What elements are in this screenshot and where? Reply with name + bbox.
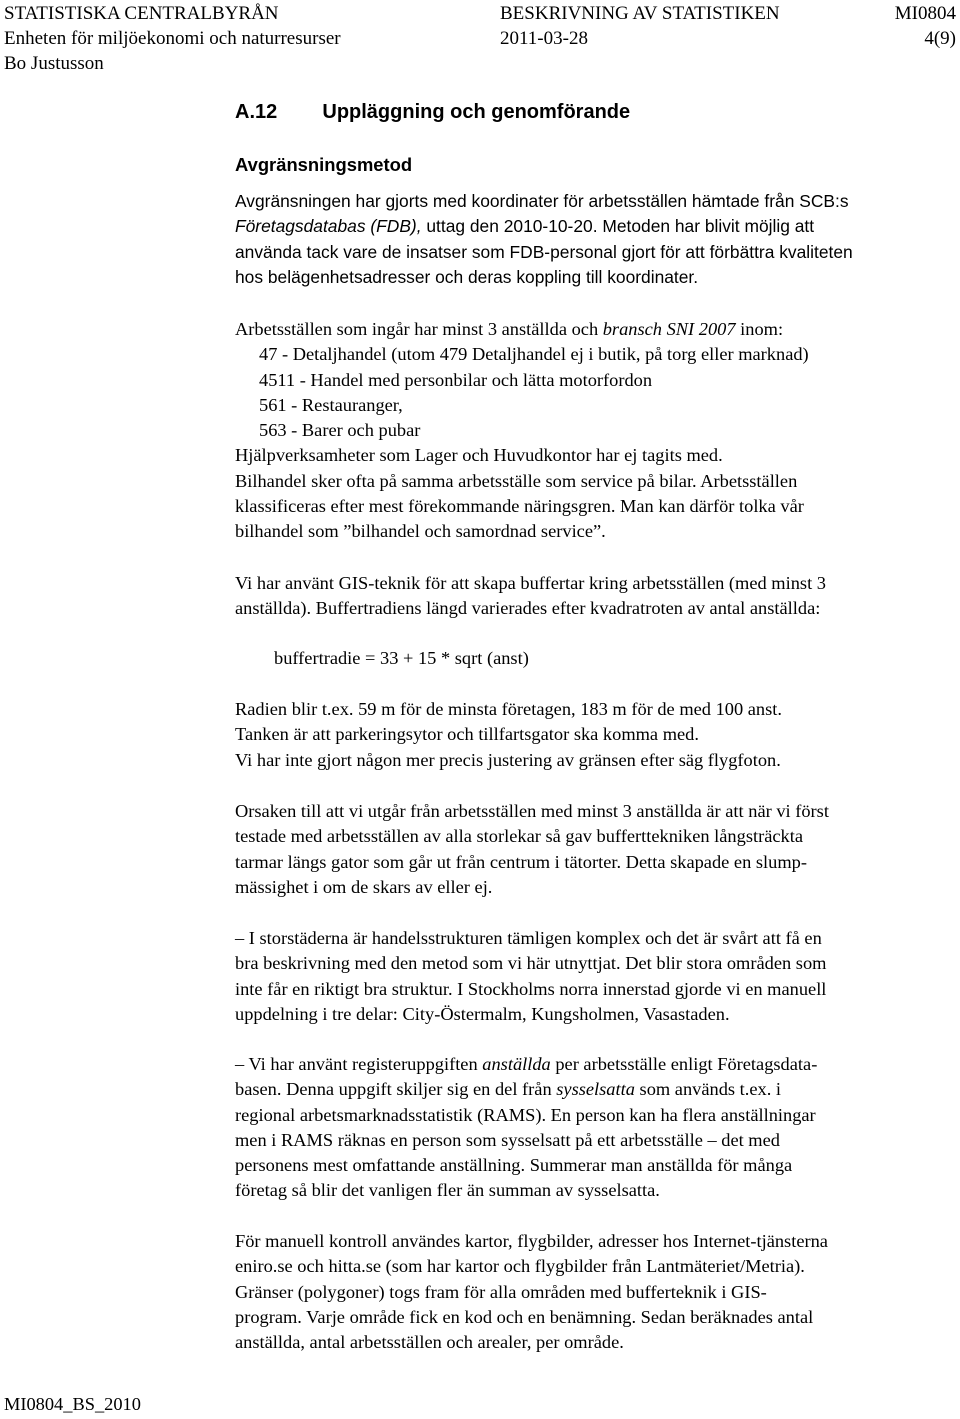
section-title: Uppläggning och genomförande: [322, 101, 631, 123]
paragraph-radius: [235, 697, 955, 773]
section-heading: [235, 101, 630, 124]
fdb-term: Företagsdatabas (FDB),: [235, 216, 422, 237]
text-line: regional arbetsmarknadsstatistik (RAMS). En person kan ha flera anställningar: [235, 1104, 816, 1125]
text-line: – I storstäderna är handelsstrukturen tämligen komplex och det är svårt att få en: [235, 928, 822, 948]
paragraph-manual-control: [235, 1229, 955, 1355]
text-run: basen. Denna uppgift skiljer sig en del från: [235, 1079, 557, 1100]
text-run: per arbetsställe enligt Företagsdata-: [550, 1054, 818, 1074]
text-line: hos belägenhetsadresser och deras koppling till koordinater.: [235, 266, 699, 287]
text-line: Orsaken till att vi utgår från arbetsställen med minst 3 anställda är att när vi först: [235, 801, 829, 821]
header-page-number: 4(9): [924, 28, 956, 49]
text-line: program. Varje område fick en kod och en benämning. Sedan beräknades antal: [235, 1306, 814, 1327]
text-line: mässighet i om de skars av eller ej.: [235, 876, 493, 897]
text-line: bilhandel som ”bilhandel och samordnad service”.: [235, 521, 606, 542]
industry-item: 563 - Barer och pubar: [259, 420, 421, 441]
text-line: [235, 1077, 955, 1102]
text-line: Vi har inte gjort någon mer precis justering av gränsen efter säg flygfoton.: [235, 749, 781, 770]
text-line: men i RAMS räknas en person som sysselsatt på ett arbetsställe – det med: [235, 1129, 780, 1150]
text-line: Hjälpverksamheter som Lager och Huvudkontor har ej tagits med.: [235, 445, 723, 466]
formula: buffertradie = 33 + 15 * sqrt (anst): [274, 648, 529, 668]
paragraph-workplaces: [235, 317, 955, 545]
industry-item: 47 - Detaljhandel (utom 479 Detaljhandel ej i butik, på torg eller marknad): [259, 344, 809, 365]
text-line: Radien blir t.ex. 59 m för de minsta företagen, 183 m för de med 100 anst.: [235, 699, 782, 719]
industry-item: 561 - Restauranger,: [259, 394, 403, 415]
text-line: [235, 317, 955, 342]
text-line: personens mest omfattande anställning. Summerar man anställda för många: [235, 1155, 793, 1176]
text-line: klassificeras efter mest förekommande näringsgren. Man kan därför tolka vår: [235, 496, 804, 517]
text-run: uttag den 2010-10-20. Metoden har blivit möjlig att: [421, 216, 815, 237]
text-line: Avgränsningen har gjorts med koordinater för arbetsställen hämtade från SCB:s: [235, 191, 849, 211]
text-line: [235, 1052, 955, 1077]
text-line: Vi har använt GIS-teknik för att skapa buffertar kring arbetsställen (med minst 3: [235, 573, 826, 593]
header-author: Bo Justusson: [4, 53, 104, 74]
paragraph-reason: [235, 799, 955, 900]
paragraph-delimitation: [235, 189, 955, 290]
header-unit: Enheten för miljöekonomi och naturresurser: [4, 28, 341, 49]
text-line: uppdelning i tre delar: City-Östermalm, Kungsholmen, Vasastaden.: [235, 1003, 730, 1024]
text-line: För manuell kontroll användes kartor, flygbilder, adresser hos Internet-tjänsterna: [235, 1231, 828, 1251]
header-org: STATISTISKA CENTRALBYRÅN: [4, 3, 279, 24]
text-run: som används t.ex. i: [634, 1079, 782, 1100]
text-line: anställda, antal arbetsställen och arealer, per område.: [235, 1332, 624, 1353]
text-run: – Vi har använt registeruppgiften: [235, 1054, 483, 1074]
header-date: 2011-03-28: [500, 28, 588, 49]
text-run: Arbetsställen som ingår har minst 3 anställda och: [235, 319, 603, 339]
header-doc-code: MI0804: [894, 3, 956, 24]
text-line: Gränser (polygoner) togs fram för alla områden med bufferteknik i GIS-: [235, 1281, 767, 1302]
text-line: inte får en riktigt bra struktur. I Stockholms norra innerstad gjorde vi en manuell: [235, 978, 827, 999]
industry-item: 4511 - Handel med personbilar och lätta motorfordon: [259, 369, 653, 390]
paragraph-employees: [235, 1052, 955, 1204]
paragraph-big-cities: [235, 926, 955, 1027]
text-line: testade med arbetsställen av alla storlekar så gav bufferttekniken långsträckta: [235, 826, 804, 847]
section-number: A.12: [235, 101, 278, 123]
sni-term: bransch SNI 2007: [602, 319, 736, 339]
text-line: bra beskrivning med den metod som vi här utnyttjat. Det blir stora områden som: [235, 953, 827, 974]
employed-term: anställda: [482, 1054, 551, 1074]
text-line: använda tack vare de insatser som FDB-personal gjort för att förbättra kvaliteten: [235, 241, 853, 262]
text-line: Tanken är att parkeringsytor och tillfartsgator ska komma med.: [235, 724, 699, 745]
text-line: [235, 214, 955, 239]
subheading: Avgränsningsmetod: [235, 154, 413, 175]
text-line: eniro.se och hitta.se (som har kartor och flygbilder från Lantmäteriet/Metria).: [235, 1256, 805, 1277]
text-line: företag så blir det vanligen fler än summan av sysselsatta.: [235, 1180, 660, 1201]
header-doc-type: BESKRIVNING AV STATISTIKEN: [500, 3, 780, 24]
occupied-term: sysselsatta: [556, 1079, 635, 1100]
text-run: inom:: [735, 319, 784, 339]
text-line: anställda). Buffertradiens längd varierades efter kvadratroten av antal anställda:: [235, 598, 821, 619]
footer-code: MI0804_BS_2010: [4, 1394, 141, 1414]
text-line: tarmar längs gator som går ut från centrum i tätorter. Detta skapade en slump-: [235, 851, 807, 872]
text-line: Bilhandel sker ofta på samma arbetsställe som service på bilar. Arbetsställen: [235, 470, 798, 491]
paragraph-gis: [235, 571, 955, 622]
